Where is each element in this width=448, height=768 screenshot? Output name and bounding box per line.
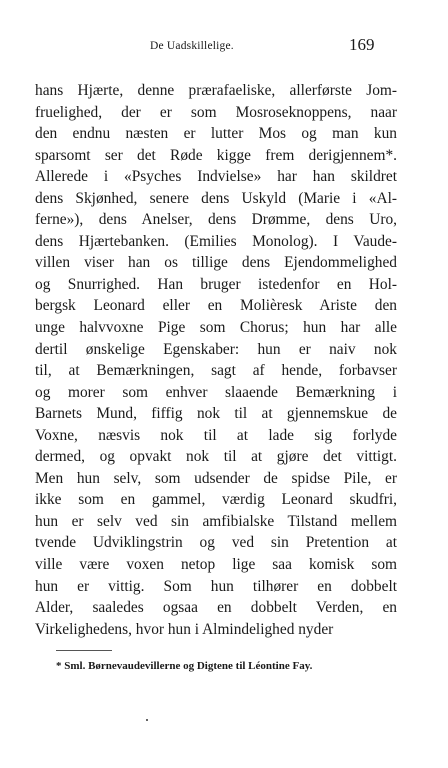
text-line: bergsk Leonard eller en Molièresk Ariste den — [35, 297, 397, 315]
body-text — [35, 80, 397, 640]
running-head: De Uadskillelige. — [150, 40, 234, 52]
text-line: ikke som en gammel, værdig Leonard skudfri, — [35, 491, 397, 509]
text-line: dermed, og opvakt nok til at gjøre det vittigt. — [35, 448, 397, 466]
text-line: villen viser han os tillige dens Ejendommelighed — [35, 254, 397, 272]
text-line: Men hun selv, som udsender de spidse Pile, er — [35, 469, 397, 487]
text-line: og Snurrighed. Han bruger istedenfor en Hol- — [35, 275, 397, 293]
text-line: til, at Bemærkningen, sagt af hende, forbavser — [35, 362, 397, 380]
text-line: Alder, saaledes ogsaa en dobbelt Verden, en — [35, 599, 397, 617]
text-line: hans Hjærte, denne prærafaeliske, allerførste Jom- — [35, 82, 397, 99]
text-line: tvende Udviklingstrin og ved sin Pretention at — [35, 534, 397, 552]
text-line: sparsomt ser det Røde kigge frem derigjennem*. — [35, 146, 397, 164]
text-line: dertil ønskelige Egenskaber: hun er naiv nok — [35, 340, 397, 358]
text-line: Voxne, næsvis nok til at lade sig forlyde — [35, 426, 397, 444]
paper-speck — [146, 719, 148, 721]
text-line: dens Hjærtebanken. (Emilies Monolog). I Vaude- — [35, 232, 397, 250]
text-line: Virkelighedens, hvor hun i Almindelighed nyder — [35, 620, 334, 638]
text-line: fruelighed, der er som Mosroseknoppens, naar — [35, 103, 397, 121]
text-line: og morer som enhver slaaende Bemærkning i — [35, 383, 397, 401]
text-line: ferne»), dens Anelser, dens Drømme, dens Uro, — [35, 211, 397, 229]
page-number: 169 — [349, 35, 375, 54]
text-line: Barnets Mund, fiffig nok til at gjennemskue de — [35, 405, 397, 423]
footnote: * Sml. Børnevaudevillerne og Digtene til Léontine Fay. — [56, 660, 313, 672]
text-line: unge halvvoxne Pige som Chorus; hun har alle — [35, 319, 397, 337]
text-line: dens Skjønhed, senere dens Uskyld (Marie i «Al- — [35, 189, 397, 207]
text-line: hun er selv ved sin amfibialske Tilstand mellem — [35, 512, 397, 530]
footnote-rule — [56, 650, 112, 651]
text-line: Allerede i «Psyches Indvielse» har han skildret — [35, 168, 397, 186]
text-line: hun er vittig. Som hun tilhører en dobbelt — [35, 577, 397, 595]
text-line: den endnu næsten er lutter Mos og man kun — [35, 125, 397, 143]
text-line: ville være voxen netop lige saa komisk som — [35, 556, 397, 574]
